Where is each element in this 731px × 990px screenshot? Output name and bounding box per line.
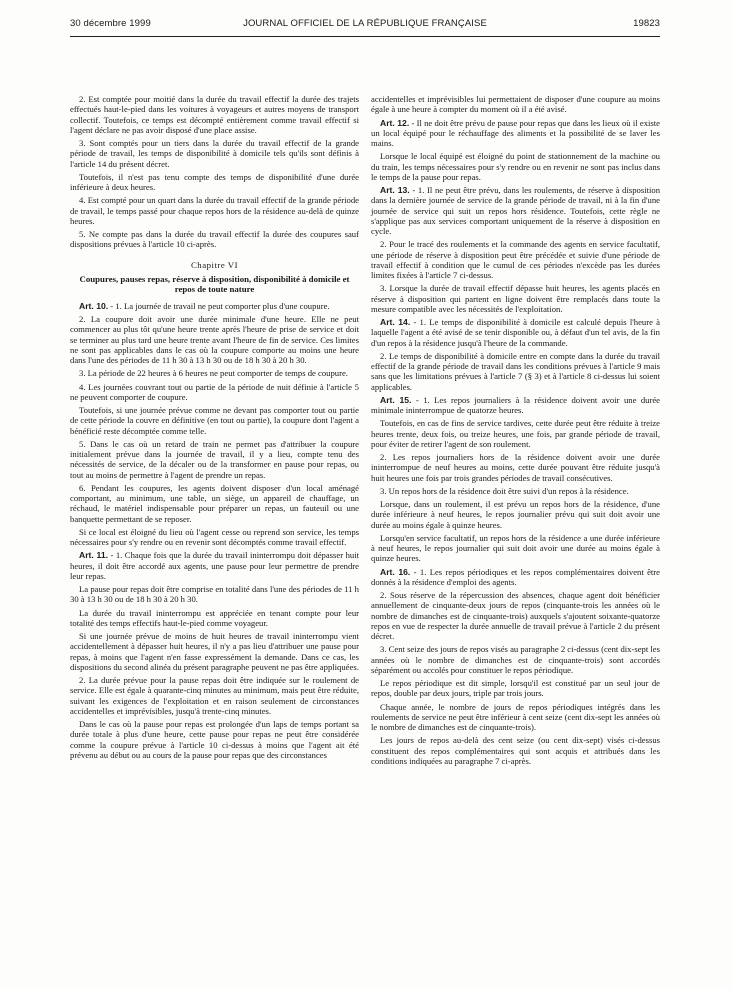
paragraph: Le repos périodique est dit simple, lorsqu'il est constitué par un seul jour de repos, double par deux jours, triple par trois jours. — [371, 678, 660, 699]
right-column — [371, 94, 660, 769]
header-rule — [70, 36, 660, 37]
article-text: - 1. Chaque fois que la durée du travail ininterrompu doit dépasser huit heures, il doit être accordé aux agents, une pause pour leur permettre de prendre leur repas. — [70, 550, 359, 581]
article-13 — [371, 185, 660, 236]
paragraph: 3. Lorsque la durée de travail effectif dépasse huit heures, les agents placés en réserve à disposition qui partent en ligne doivent être remplacés dans toute la mesure compatible avec les nécessités de l'exploitation. — [371, 283, 660, 314]
article-label: Art. 14. — [380, 317, 411, 327]
header-journal-title: JOURNAL OFFICIEL DE LA RÉPUBLIQUE FRANÇAISE — [243, 18, 487, 29]
chapter-title: Coupures, pauses repas, réserve à disposition, disponibilité à domicile et repos de toute nature — [79, 273, 350, 295]
article-label: Art. 12. — [380, 117, 410, 128]
paragraph: 2. Les repos journaliers hors de la résidence doivent avoir une durée ininterrompue de neuf heures au moins, cette durée pouvant être réduite jusqu'à huit heures une fois par trois grandes périodes de travail consécutives. — [371, 452, 660, 483]
paragraph: 2. La durée prévue pour la pause repas doit être indiquée sur le roulement de service. Elle est égale à quarante-cinq minutes au minimum, mais peut être réduite, suivant les exigences de l'exploitation et en raison seulement de circonstances accidentelles et imprévisibles, jusqu'à trente-cinq minutes. — [70, 675, 359, 716]
paragraph: 2. Sous réserve de la répercussion des absences, chaque agent doit bénéficier annuellement de cinquante-deux jours de repos (cinquante-trois les années où le nombre de dimanches est de cinquante-trois) auxquels s'ajoutent soixante-quatorze repos en vue de respecter la durée annuelle de travail prévue à l'article 2 du présent décret. — [371, 590, 660, 641]
paragraph: Lorsqu'en service facultatif, un repos hors de la résidence a une durée inférieure à neuf heures, le repos journalier qui suit doit avoir une durée au moins égale à quinze heures. — [371, 532, 660, 564]
article-12 — [371, 118, 660, 149]
paragraph: Si une journée prévue de moins de huit heures de travail ininterrompu vient accidentellement à dépasser huit heures, il n'y a pas lieu d'attribuer une pause pour repas, à moins que l'agent n'en fasse expressément la demande. Dans ce cas, les dispositions du second alinéa du présent paragraphe peuvent ne pas être appliquées. — [70, 631, 359, 672]
article-10 — [70, 301, 359, 311]
article-text: - 1. La journée de travail ne peut comporter plus d'une coupure. — [110, 300, 330, 311]
paragraph: La pause pour repas doit être comprise en totalité dans l'une des périodes de 11 h 30 à 13 h 30 ou de 18 h 30 à 20 h 30. — [70, 584, 359, 605]
article-label: Art. 11. — [79, 550, 108, 561]
paragraph: Toutefois, en cas de fins de service tardives, cette durée peut être réduite à treize heures trente, deux fois, ou treize heures, une fois, par grande période de travail, pour éviter de retirer l'agent de son roulement. — [371, 418, 660, 449]
paragraph: Toutefois, si une journée prévue comme ne devant pas comporter tout ou partie de cette période la couvre en définitive (en tout ou partie), la coupure dont l'agent a bénéficié reste décomptée comme telle. — [70, 405, 359, 436]
article-label: Art. 16. — [380, 566, 411, 577]
article-label: Art. 13. — [380, 185, 410, 195]
article-11 — [70, 550, 359, 581]
paragraph: 2. Le temps de disponibilité à domicile entre en compte dans la durée du travail effectif de la grande période de travail dans les conditions prévues à l'article 9 mais sans que les limitations prévues à l'article 7 (§ 3) et à l'article 8 ci-dessus lui soient applicables. — [371, 350, 660, 392]
paragraph: Les jours de repos au-delà des cent seize (ou cent dix-sept) visés ci-dessus constituent des repos complémentaires qui sont acquis et attribués dans les conditions indiquées au paragraphe 7 ci-après. — [371, 735, 660, 766]
header-date: 30 décembre 1999 — [70, 18, 151, 29]
paragraph: Dans le cas où la pause pour repas est prolongée d'un laps de temps portant sa durée totale à plus d'une heure, cette pause pour repas ne peut être considérée comme la coupure prévue à l'article 10 ci-dessus à moins que l'agent ait été prévenu au début ou au cours de la pause pour repas que des circonstances — [70, 719, 359, 760]
article-text: - 1. Les repos journaliers à la résidence doivent avoir une durée minimale ininterrompue de quatorze heures. — [371, 394, 660, 415]
paragraph: 2. Pour le tracé des roulements et la commande des agents en service facultatif, une période de réserve à disposition peut être précédée et suivie d'une période de travail effectif à condition que le cumul de ces périodes n'excède pas les durées limites fixées à l'article 7 ci-dessus. — [371, 239, 660, 280]
paragraph: La durée du travail ininterrompu est appréciée en tenant compte pour leur totalité des temps effectifs haut-le-pied comme voyageur. — [70, 607, 359, 628]
article-label: Art. 15. — [380, 394, 412, 405]
left-column — [70, 94, 359, 763]
chapter-heading: Chapitre VI — [190, 259, 239, 270]
article-text: - 1. Le temps de disponibilité à domicile est calculé depuis l'heure à laquelle l'agent a été avisé de se tenir disponible ou, à défaut d'un tel avis, de la fin d'un repos à la résidence jusqu'à l'heure de la commande. — [371, 317, 661, 348]
paragraph: Chaque année, le nombre de jours de repos périodiques intégrés dans les roulements de service ne peut être inférieur à cent seize (cent dix-sept les années où le nombre de dimanches est de cinquante-trois). — [371, 701, 660, 732]
paragraph: Lorsque, dans un roulement, il est prévu un repos hors de la résidence, d'une durée inférieure à neuf heures, le repos journalier prévu qui suit doit avoir une durée au moins égale à quinze heures. — [371, 499, 660, 530]
paragraph: 3. Sont comptés pour un tiers dans la durée du travail effectif de la grande période de travail, les temps de disponibilité à domicile tels qu'ils sont définis à l'article 14 du présent décret. — [70, 138, 359, 169]
article-text: - 1. Les repos périodiques et les repos complémentaires doivent être donnés à la résidence d'emploi des agents. — [371, 566, 660, 587]
paragraph: accidentelles et imprévisibles lui permettaient de disposer d'une coupure au moins égale à une heure à compter du moment où il a été avisé. — [371, 94, 660, 115]
paragraph: Si ce local est éloigné du lieu où l'agent cesse ou reprend son service, les temps nécessaires pour s'y rendre ou en revenir sont décomptés comme travail effectif. — [70, 526, 359, 547]
paragraph: 3. Cent seize des jours de repos visés au paragraphe 2 ci-dessus (cent dix-sept les années où le nombre de dimanches est de cinquante-trois) sont accordés séparément ou accolés pour constituer le repos périodique. — [371, 644, 660, 675]
paragraph: 3. Un repos hors de la résidence doit être suivi d'un repos à la résidence. — [380, 485, 629, 496]
paragraph: Lorsque le local équipé est éloigné du point de stationnement de la machine ou du train, les temps nécessaires pour s'y rendre ou en revenir ne sont pas inclus dans le temps de la pause pour repas. — [371, 151, 660, 182]
article-label: Art. 10. — [79, 300, 109, 311]
paragraph: 5. Dans le cas où un retard de train ne permet pas d'attribuer la coupure initialement prévue dans la journée de travail, il y a lieu, compte tenu des nécessités de service, de la décaler ou de la transformer en pause pour repas, ou tout au moins de permettre à l'agent de prendre un repas. — [70, 438, 359, 480]
paragraph: 5. Ne compte pas dans la durée du travail effectif la durée des coupures sauf dispositions prévues à l'article 10 ci-après. — [70, 229, 359, 250]
article-15 — [371, 395, 660, 416]
paragraph: 4. Les journées couvrant tout ou partie de la période de nuit définie à l'article 5 ne peuvent comporter de coupure. — [70, 381, 359, 402]
article-16 — [371, 567, 660, 588]
page-header — [70, 18, 660, 32]
paragraph: 2. Est comptée pour moitié dans la durée du travail effectif la durée des trajets effectués haut-le-pied dans les voitures à voyageurs et autres moyens de transport collectif. Toutefois, ce temps est décompté entièrement comme travail effectif si l'agent déclare ne pas avoir disposé d'une place assise. — [70, 94, 359, 135]
paragraph: Toutefois, il n'est pas tenu compte des temps de disponibilité d'une durée inférieure à deux heures. — [70, 171, 359, 192]
article-text: - Il ne doit être prévu de pause pour repas que dans les lieux où il existe un local équipé pour le réchauffage des aliments et la possibilité de se laver les mains. — [371, 117, 660, 148]
paragraph: 6. Pendant les coupures, les agents doivent disposer d'un local aménagé comportant, au minimum, une table, un siège, un appareil de chauffage, un réchaud, le matériel indispensable pour préparer un repas, un fauteuil ou une banquette permettant de se reposer. — [70, 482, 359, 524]
paragraph: 3. La période de 22 heures à 6 heures ne peut comporter de temps de coupure. — [79, 368, 348, 379]
article-14 — [371, 317, 660, 348]
header-page-number: 19823 — [633, 18, 660, 29]
article-text: - 1. Il ne peut être prévu, dans les roulements, de réserve à disposition dans la dernière journée de service de la grande période de travail, ni à la fin d'une journée de service qui suit un repos hors résidence. Toutefois, cette règle ne s'applique pas aux services comportant uniquement de la réserve à disposition en cycle. — [371, 185, 661, 236]
paragraph: 4. Est compté pour un quart dans la durée du travail effectif de la grande période de travail, le temps passé pour chaque repos hors de la résidence au-delà de quinze heures. — [70, 195, 359, 226]
paragraph: 2. La coupure doit avoir une durée minimale d'une heure. Elle ne peut commencer au plus tôt qu'une heure trente après l'heure de prise de service et doit se terminer au plus tard une heure trente avant l'heure de fin de service. Ces limites ne sont pas applicables dans le cas où la coupure comporte au moins une heure dans l'une des périodes de 11 h 30 à 13 h 30 ou de 18 h 30 à 20 h 30. — [70, 314, 359, 365]
